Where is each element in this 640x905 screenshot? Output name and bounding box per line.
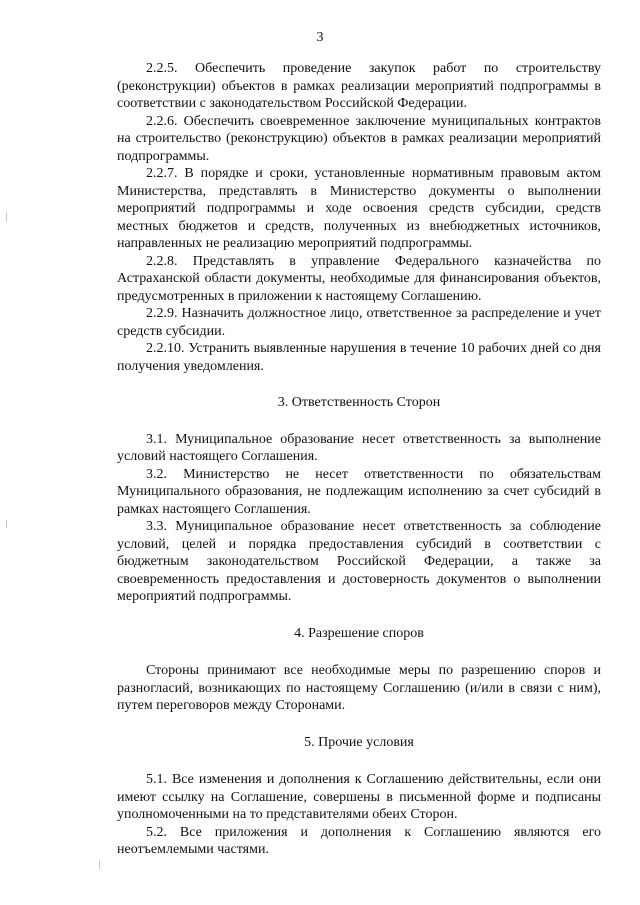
paragraph-2-2-5: 2.2.5. Обеспечить проведение закупок работ по строительству (реконструкции) объектов в рамках реализации мероприятий подпрограммы в соответствии с законодательством Российской Федерации. [117, 61, 601, 111]
section-title-responsibility: 3. Ответственность Сторон [277, 395, 441, 410]
paragraph-3-3: 3.3. Муниципальное образование несет ответственность за соблюдение условий, целей и порядка предоставления субсидий в соответствии с бюджетным законодательством Российской Федерации, а также за своевременность предоставления и достоверность документов о выполнении мероприятий подпрограммы. [117, 519, 601, 604]
paragraph-2-2-9: 2.2.9. Назначить должностное лицо, ответственное за распределение и учет средств субсидии. [117, 306, 601, 339]
section-title-other-terms: 5. Прочие условия [304, 734, 414, 750]
scan-mark [99, 860, 100, 869]
paragraph-3-1: 3.1. Муниципальное образование несет ответственность за выполнение условий настоящего Соглашения. [117, 431, 601, 464]
paragraph-2-2-8: 2.2.8. Представлять в управление Федерального казначейства по Астраханской области документы, необходимые для финансирования объектов, предусмотренных в приложении к настоящему Соглашению. [117, 253, 601, 304]
paragraph-2-2-7: 2.2.7. В порядке и сроки, установленные нормативным правовым актом Министерства, представлять в Министерство документы о выполнении мероприятий подпрограммы и ходе освоения средств субсидии, средств местных бюджетов и средств, полученных из внебюджетных источников, направленных не реализацию мероприятий подпрограммы. [117, 166, 601, 251]
paragraph-2-2-10: 2.2.10. Устранить выявленные нарушения в течение 10 рабочих дней со дня получения уведомления. [117, 341, 601, 374]
paragraph-3-2: 3.2. Министерство не несет ответственности по обязательствам Муниципального образования, не подлежащим исполнению за счет субсидий в рамках настоящего Соглашения. [117, 466, 601, 517]
scan-mark [6, 520, 7, 528]
scan-mark [6, 212, 7, 222]
paragraph-5-2: 5.2. Все приложения и дополнения к Соглашению являются его неотъемлемыми частями. [117, 824, 601, 857]
page-number: 3 [316, 30, 324, 45]
paragraph-disputes: Стороны принимают все необходимые меры по разрешению споров и разногласий, возникающих по настоящему Соглашению (и/или в связи с ним), путем переговоров между Сторонами. [117, 663, 601, 713]
document-content [117, 60, 601, 859]
paragraph-5-1: 5.1. Все изменения и дополнения к Соглашению действительны, если они имеют ссылку на Соглашение, совершены в письменной форме и подписаны уполномоченными на то представителями обеих Сторон. [117, 772, 601, 822]
paragraph-2-2-6: 2.2.6. Обеспечить своевременное заключение муниципальных контрактов на строительство (реконструкцию) объектов в рамках реализации мероприятий подпрограммы. [117, 113, 601, 164]
section-title-disputes: 4. Разрешение споров [294, 625, 424, 641]
